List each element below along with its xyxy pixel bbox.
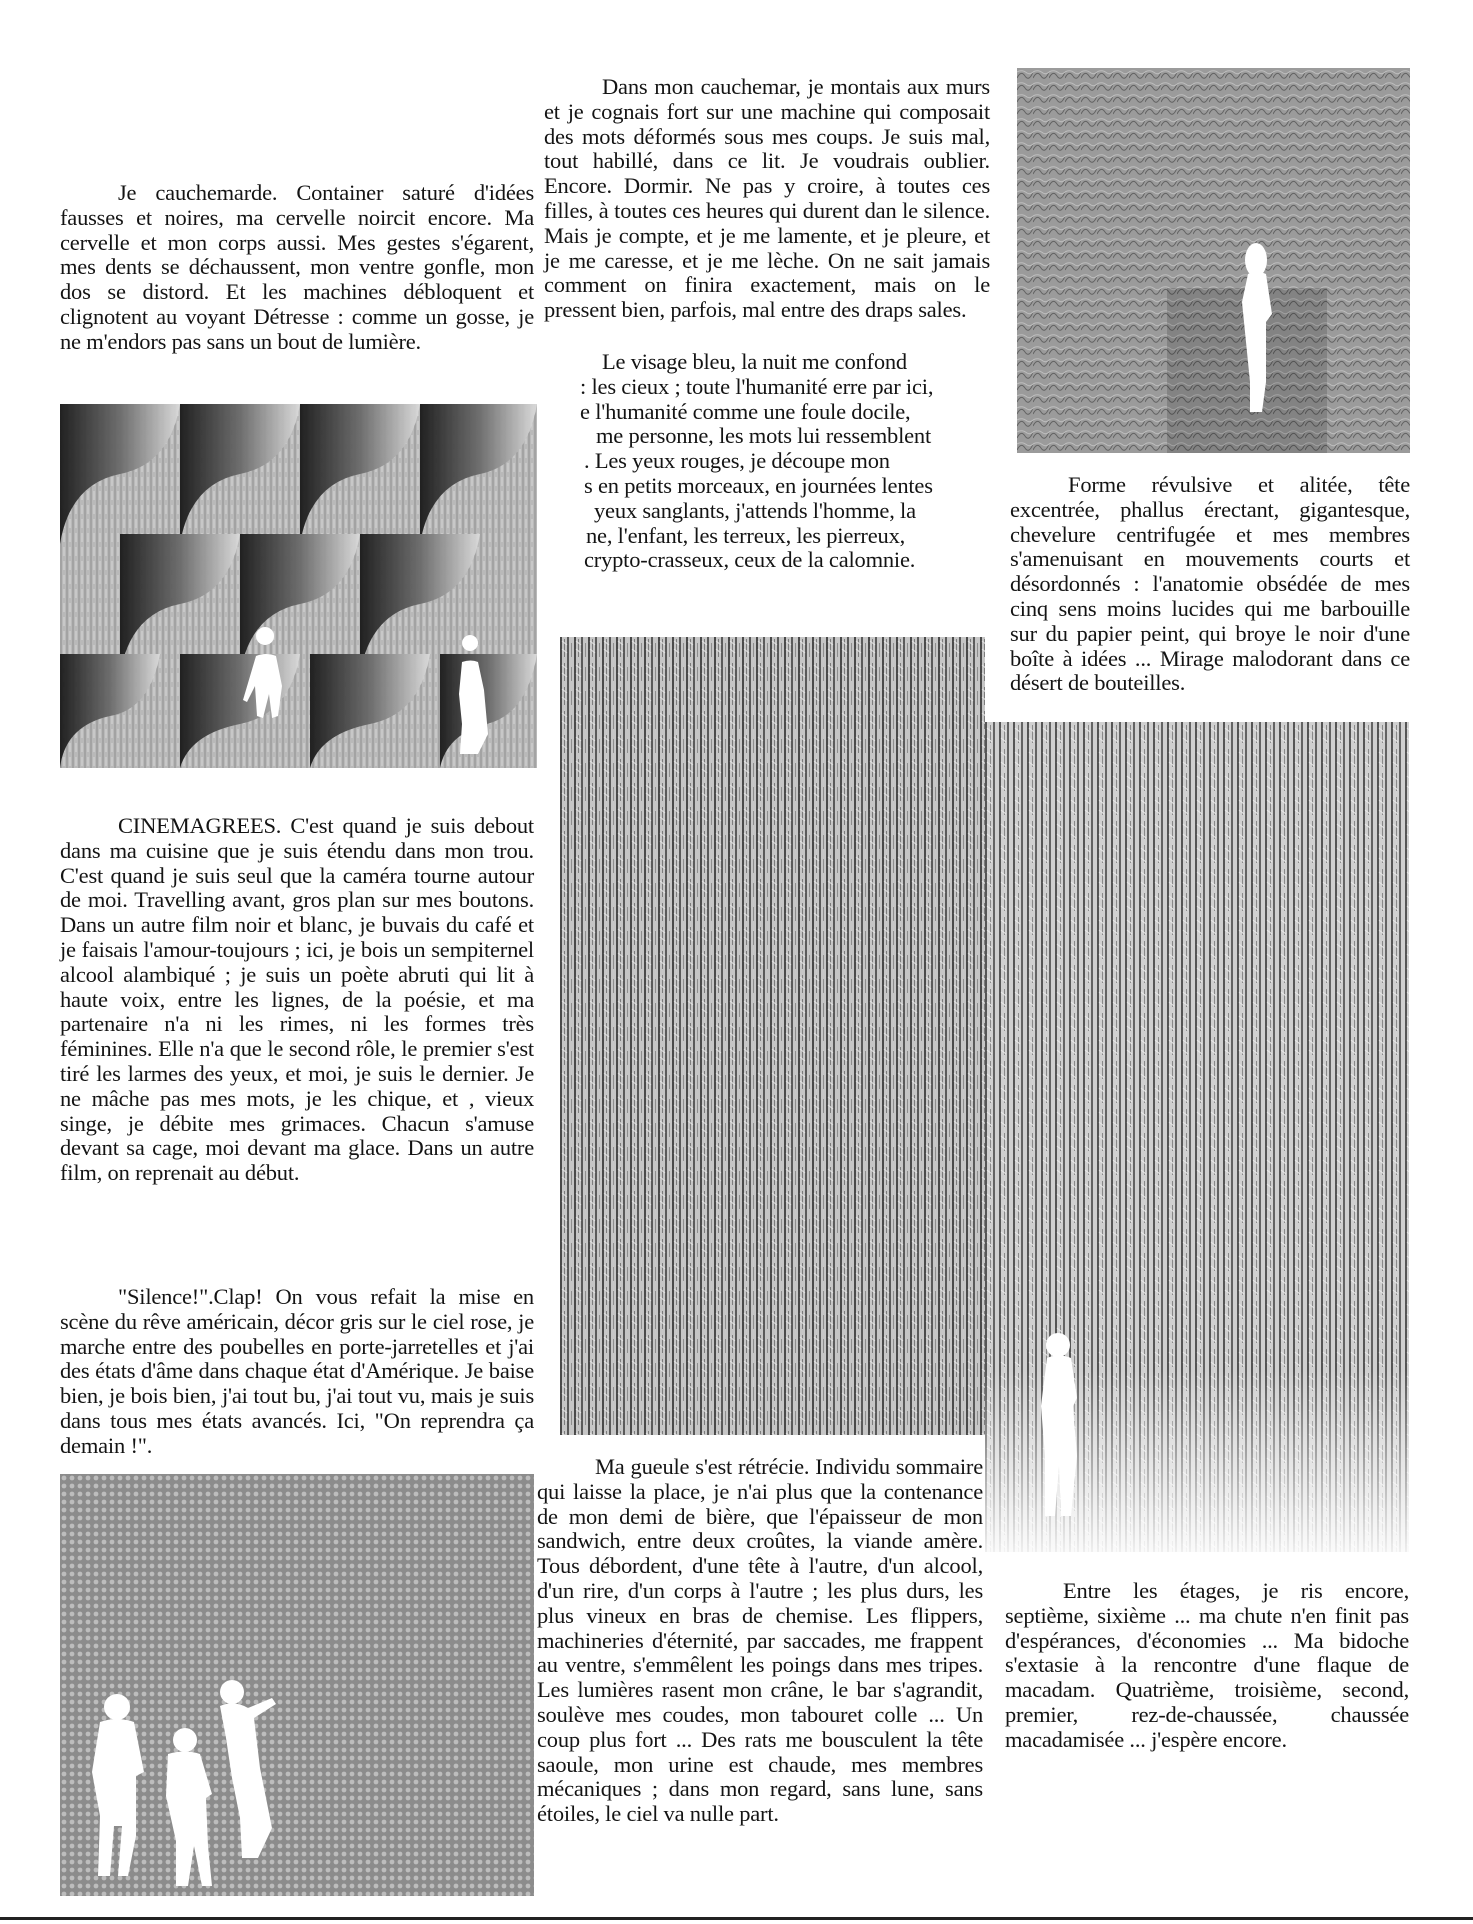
textured-figure-illustration [1017, 68, 1410, 453]
wallpaper-figures-illustration [60, 404, 537, 768]
verse-line: yeux sanglants, j'attends l'homme, la [594, 497, 916, 523]
paragraph-nightmare-intro: Je cauchemarde. Container saturé d'idées fausses et noires, ma cervelle noircit encore. Ma cervelle et mon corps aussi. Mes gestes s'égarent, mes dents se déchaussent, mon ventre gonfle, mon dos se distord. Et les machines débloquent et clignotent au voyant Détresse : comme un gosse, je ne m'endors pas sans un bout de lumière. [60, 180, 534, 354]
paragraph-cinemagrees: CINEMAGREES. C'est quand je suis debout dans ma cuisine que je suis étendu dans mon trou. C'est quand je suis seul que la caméra tourne autour de moi. Travelling avant, gros plan sur mes boutons. Dans un autre film noir et blanc, je buvais du café et je faisais l'amour-toujours ; ici, je bois un sempiternel alcool alambiqué ; je suis un poète abruti qui lit à haute voix, entre les lignes, de la poésie, et ma partenaire n'a ni les rimes, ni les formes très féminines. Elle n'a que le second rôle, le premier s'est tiré les larmes des yeux, et moi, je suis le dernier. Je ne mâche pas mes mots, je les chique, et , vieux singe, je débite mes grimaces. Chacun s'amuse devant sa cage, moi devant ma glace. Dans un autre film, on reprenait au début. [60, 813, 534, 1186]
verse-line: . Les yeux rouges, je découpe mon [584, 448, 890, 474]
paragraph-gueule-retrecie: Ma gueule s'est rétrécie. Individu sommaire qui laisse la place, je n'ai plus que la contenance de mon demi de bière, que l'épaisseur de mon sandwich, entre deux croûtes, la viande amère. Tous débordent, d'une tête à l'autre, d'un alcool, d'un rire, d'un corps à l'autre ; les plus durs, les plus vineux en bras de chemise. Les flippers, machineries d'éternité, par saccades, me frappent au ventre, s'emmêlent les poings dans mes tripes. Les lumières rasent mon crâne, le bar s'agrandit, soulève mes coudes, mon tabouret colle ... Un coup plus fort ... Des rats me bousculent la tête saoule, mon urine est chaude, mes membres mécaniques ; dans mon regard, sans lune, sans étoiles, le ciel va nulle part. [537, 1454, 983, 1827]
paragraph-forme-revulsive: Forme révulsive et alitée, tête excentrée, phallus érectant, gigantesque, chevelure centrifugée et mes membres s'amenuisant en mouvements courts et désordonnés : l'anatomie obsédée de mes cinq sens moins lucides qui me barbouille sur du papier peint, qui broye le noir d'une boîte à idées ... Mirage malodorant dans ce désert de bouteilles. [1010, 472, 1410, 696]
verse-line: : les cieux ; toute l'humanité erre par ici, [580, 373, 934, 399]
verse-line: e l'humanité comme une foule docile, [580, 398, 911, 424]
paragraph-entre-les-etages: Entre les étages, je ris encore, septième, sixième ... ma chute n'en finit pas d'espérances, d'économies ... Ma bidoche s'extasie à la rencontre d'une flaque de macadam. Quatrième, troisième, second, premier, rez-de-chaussée, chaussée macadamisée ... j'espère encore. [1005, 1578, 1409, 1752]
paragraph-visage-bleu [580, 350, 1000, 573]
bottom-rule [0, 1917, 1473, 1920]
paragraph-cauchemar: Dans mon cauchemar, je montais aux murs et je cognais fort sur une machine qui composait des mots déformés sous mes coups. Je suis mal, tout habillé, dans ce lit. Je voudrais oublier. Encore. Dormir. Ne pas y croire, à toutes ces filles, à toutes ces heures qui durent dan le silence. Mais je compte, et je me lamente, et je pleure, et je me caresse, et je me lèche. On ne sait jamais comment on finira exactement, mais on le pressent bien, parfois, mal entre des draps sales. [544, 74, 990, 323]
verse-line: crypto-crasseux, ceux de la calomnie. [584, 547, 916, 573]
verse-line: ne, l'enfant, les terreux, les pierreux, [586, 522, 906, 548]
striped-texture-figure-illustration [985, 722, 1409, 1552]
verse-line: Le visage bleu, la nuit me confond [602, 349, 907, 374]
paragraph-silence-clap: "Silence!".Clap! On vous refait la mise en scène du rêve américain, décor gris sur le ciel rose, je marche entre des poubelles en porte-jarretelles et j'ai des états d'âme dans chaque état d'Amérique. Je baise bien, je bois bien, j'ai tout bu, j'ai tout vu, mais je suis dans tous mes états avancés. Ici, "On reprendra ça demain !". [60, 1284, 534, 1458]
verse-line: me personne, les mots lui ressemblent [596, 423, 932, 449]
verse-line: s en petits morceaux, en journées lentes [584, 472, 933, 498]
dotted-silhouettes-illustration [60, 1474, 534, 1896]
striped-texture-illustration [560, 637, 985, 1435]
